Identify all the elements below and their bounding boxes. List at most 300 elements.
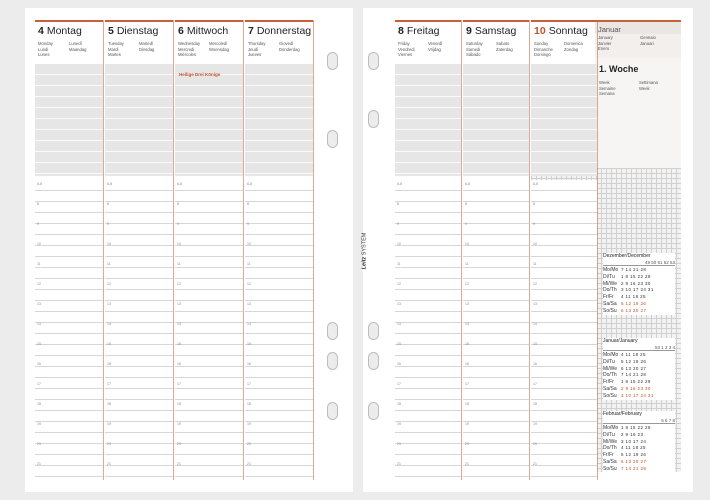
day-trans: Vrijdag bbox=[428, 46, 441, 52]
day-trans-col bbox=[398, 41, 415, 58]
mini-calendar-row bbox=[603, 393, 675, 400]
hour-label: 15 bbox=[397, 342, 401, 346]
day-numbers: 5 12 19 26 bbox=[621, 358, 647, 364]
mini-calendar-row bbox=[603, 372, 675, 379]
hour-lines bbox=[463, 180, 529, 480]
hour-label: 6-8 bbox=[37, 182, 43, 186]
hour-label: 19 bbox=[177, 422, 181, 426]
binder-hole bbox=[327, 130, 338, 148]
month-trans: January bbox=[598, 35, 613, 40]
all-day-area bbox=[175, 64, 243, 176]
day-numbers: 7 14 21 28 bbox=[621, 267, 647, 272]
day-trans: Sabato bbox=[496, 41, 510, 46]
day-name: Dienstag bbox=[116, 25, 159, 37]
day-name: Freitag bbox=[406, 25, 440, 37]
hour-label: 16 bbox=[107, 362, 111, 366]
hour-label: 17 bbox=[465, 382, 469, 386]
all-day-area bbox=[463, 64, 529, 176]
weekday-label: Di/Tu bbox=[603, 431, 615, 438]
day-header bbox=[175, 20, 243, 64]
hour-label: 12 bbox=[37, 282, 41, 286]
day-trans: Dinsdag bbox=[139, 46, 155, 52]
day-numbers: 4 11 18 25 bbox=[621, 294, 646, 300]
day-column-freitag bbox=[395, 20, 461, 480]
month-week-box bbox=[595, 20, 681, 175]
mini-calendar bbox=[603, 338, 675, 400]
all-day-area bbox=[105, 64, 173, 176]
weekday-label: Mi/We bbox=[603, 280, 618, 287]
hour-label: 11 bbox=[397, 262, 401, 266]
day-numbers: 6 13 20 27 bbox=[621, 307, 647, 313]
day-trans: Jeudi bbox=[248, 46, 259, 52]
hour-label: 10 bbox=[37, 242, 41, 246]
hour-label: 9 bbox=[533, 222, 535, 226]
day-trans: Jueves bbox=[248, 52, 262, 57]
binder-hole bbox=[368, 110, 379, 128]
column-divider bbox=[597, 20, 598, 480]
hour-label: 18 bbox=[465, 402, 469, 406]
day-trans: Wednesday bbox=[178, 41, 201, 46]
binder-hole bbox=[327, 322, 338, 340]
mini-calendar-row bbox=[603, 459, 675, 466]
day-column-sonntag bbox=[531, 20, 597, 480]
day-column-dienstag bbox=[105, 20, 173, 480]
hour-lines bbox=[245, 180, 313, 480]
binder-hole bbox=[368, 402, 379, 420]
hour-label: 14 bbox=[533, 322, 537, 326]
week-trans: Semaine bbox=[599, 85, 616, 91]
day-numbers: 6 13 20 27 bbox=[621, 365, 647, 371]
mini-calendar-title: Januar/January bbox=[603, 338, 638, 344]
day-name: Montag bbox=[46, 25, 82, 37]
hour-label: 20 bbox=[177, 442, 181, 446]
hour-label: 19 bbox=[533, 422, 537, 426]
day-header bbox=[105, 20, 173, 64]
hour-label: 11 bbox=[465, 262, 469, 266]
mini-calendar-row bbox=[603, 352, 675, 359]
hour-label: 8 bbox=[397, 202, 399, 206]
hour-label: 17 bbox=[107, 382, 111, 386]
day-numbers: 5 12 19 26 bbox=[621, 452, 647, 458]
hour-label: 6-8 bbox=[177, 182, 183, 186]
hour-label: 15 bbox=[247, 342, 251, 346]
column-divider bbox=[173, 20, 174, 480]
hour-label: 17 bbox=[247, 382, 251, 386]
column-divider bbox=[243, 20, 244, 480]
hour-label: 6-8 bbox=[465, 182, 471, 186]
day-numbers: 1 8 15 22 29 bbox=[621, 273, 651, 279]
hour-label: 10 bbox=[397, 242, 401, 246]
hour-label: 10 bbox=[177, 242, 181, 246]
hour-label: 16 bbox=[177, 362, 181, 366]
day-title bbox=[248, 25, 310, 37]
day-trans: Vendredi bbox=[398, 46, 415, 52]
planner-page-left bbox=[25, 8, 353, 492]
hour-label: 17 bbox=[177, 382, 181, 386]
day-numbers: 5 12 19 26 bbox=[621, 300, 647, 306]
hour-label: 13 bbox=[533, 302, 537, 306]
column-divider bbox=[529, 20, 530, 480]
hour-label: 18 bbox=[177, 402, 181, 406]
mini-calendar-row bbox=[603, 452, 675, 459]
day-numbers: 4 11 18 25 bbox=[621, 445, 646, 451]
day-trans: Zaterdag bbox=[496, 46, 513, 52]
hour-label: 14 bbox=[397, 322, 401, 326]
day-numbers: 6 13 20 27 bbox=[621, 458, 647, 464]
mini-calendar-row bbox=[603, 366, 675, 373]
day-name: Mittwoch bbox=[186, 25, 229, 37]
hour-label: 14 bbox=[465, 322, 469, 326]
hour-label: 15 bbox=[533, 342, 537, 346]
hour-label: 20 bbox=[465, 442, 469, 446]
mini-calendar bbox=[603, 253, 675, 315]
weekday-label: Mo/Mo bbox=[603, 352, 619, 358]
hour-label: 15 bbox=[37, 342, 41, 346]
mini-calendar-row bbox=[603, 386, 675, 393]
hour-label: 18 bbox=[397, 402, 401, 406]
binder-hole bbox=[327, 352, 338, 370]
hour-label: 17 bbox=[397, 382, 401, 386]
hour-label: 9 bbox=[107, 222, 109, 226]
hour-label: 14 bbox=[107, 322, 111, 326]
planner-page-right bbox=[363, 8, 693, 492]
day-trans: Thursday bbox=[248, 41, 266, 46]
all-day-area bbox=[35, 64, 103, 176]
week-trans: Semana bbox=[599, 91, 615, 96]
hour-label: 9 bbox=[247, 222, 249, 226]
holiday-label: Heilige Drei Könige bbox=[179, 72, 221, 77]
hour-label: 13 bbox=[247, 302, 251, 306]
all-day-area bbox=[395, 64, 461, 176]
day-trans-col bbox=[209, 41, 229, 52]
hour-label: 19 bbox=[465, 422, 469, 426]
day-trans: Woensdag bbox=[209, 46, 229, 52]
hour-lines bbox=[105, 180, 173, 480]
hour-label: 12 bbox=[533, 282, 537, 286]
day-trans-col bbox=[139, 41, 154, 52]
day-numbers: 1 8 15 22 29 bbox=[621, 425, 651, 430]
week-trans: Week bbox=[639, 85, 650, 91]
hour-label: 8 bbox=[465, 202, 467, 206]
column-divider bbox=[313, 20, 314, 480]
day-header bbox=[463, 20, 529, 64]
hour-label: 15 bbox=[465, 342, 469, 346]
day-number: 9 bbox=[466, 25, 472, 37]
day-number: 4 bbox=[38, 25, 44, 37]
day-title bbox=[534, 25, 594, 37]
weekday-label: So/Su bbox=[603, 392, 617, 399]
weekday-label: Fr/Fr bbox=[603, 452, 614, 459]
hour-label: 21 bbox=[37, 462, 41, 466]
month-trans: Janvier bbox=[598, 40, 612, 46]
month-translations bbox=[595, 34, 681, 58]
month-trans: Gennaio bbox=[640, 35, 656, 40]
binder-hole bbox=[368, 352, 379, 370]
day-trans: Domenica bbox=[564, 41, 583, 46]
day-trans: Monday bbox=[38, 41, 53, 46]
day-trans-col bbox=[428, 41, 442, 52]
hour-label: 10 bbox=[247, 242, 251, 246]
day-trans-col bbox=[108, 41, 124, 58]
day-trans: Maandag bbox=[69, 46, 87, 52]
day-trans: Lunes bbox=[38, 52, 50, 57]
day-trans-col bbox=[69, 41, 86, 52]
day-trans: Sunday bbox=[534, 41, 549, 46]
brand-logo-text: Leitz bbox=[361, 256, 368, 270]
mini-calendar-row bbox=[603, 466, 675, 473]
weekday-label: Do/Th bbox=[603, 445, 617, 452]
month-trans: Enero bbox=[598, 46, 610, 51]
hour-label: 6-8 bbox=[107, 182, 113, 186]
hour-label: 8 bbox=[37, 202, 39, 206]
day-trans-col bbox=[178, 41, 200, 58]
day-name: Sonntag bbox=[548, 25, 588, 37]
hour-label: 8 bbox=[177, 202, 179, 206]
hour-label: 16 bbox=[247, 362, 251, 366]
hour-lines bbox=[35, 180, 103, 480]
weekday-label: So/Su bbox=[603, 307, 617, 314]
hour-label: 11 bbox=[107, 262, 111, 266]
hour-label: 8 bbox=[247, 202, 249, 206]
week-trans: Settimana bbox=[639, 80, 658, 85]
weekday-label: So/Su bbox=[603, 465, 617, 472]
day-trans: Sábado bbox=[466, 52, 481, 57]
binder-hole bbox=[327, 52, 338, 70]
mini-calendar-row bbox=[603, 308, 675, 315]
mini-calendar-weeks: 5 6 7 8 bbox=[603, 418, 675, 424]
hour-label: 18 bbox=[247, 402, 251, 406]
day-title bbox=[466, 25, 526, 37]
hour-lines bbox=[531, 180, 597, 480]
mini-calendar-weeks: 53 1 2 3 4 bbox=[603, 345, 675, 351]
mini-calendar-row bbox=[603, 445, 675, 452]
hour-label: 19 bbox=[397, 422, 401, 426]
day-trans: Samedi bbox=[466, 46, 481, 52]
day-title bbox=[38, 25, 100, 37]
weekday-label: Sa/Sa bbox=[603, 458, 617, 465]
day-trans-col bbox=[564, 41, 583, 52]
day-column-samstag bbox=[463, 20, 529, 480]
weekday-label: Di/Tu bbox=[603, 273, 615, 280]
hour-label: 21 bbox=[247, 462, 251, 466]
binder-hole bbox=[368, 52, 379, 70]
hour-lines bbox=[395, 180, 461, 480]
hour-label: 20 bbox=[247, 442, 251, 446]
day-numbers: 3 10 17 24 bbox=[621, 438, 647, 444]
mini-calendar-row bbox=[603, 301, 675, 308]
mini-calendar-row bbox=[603, 294, 675, 301]
all-day-area bbox=[245, 64, 313, 176]
all-day-area bbox=[531, 64, 597, 176]
day-name: Samstag bbox=[474, 25, 517, 37]
day-trans: Venerdì bbox=[428, 41, 443, 46]
hour-label: 16 bbox=[37, 362, 41, 366]
day-trans: Donderdag bbox=[279, 46, 300, 52]
hour-label: 20 bbox=[397, 442, 401, 446]
hour-label: 12 bbox=[247, 282, 251, 286]
day-trans-col bbox=[248, 41, 265, 58]
hour-lines bbox=[175, 180, 243, 480]
brand-system-text: SYSTEM bbox=[361, 232, 368, 256]
mini-calendar-row bbox=[603, 439, 675, 446]
day-trans-col bbox=[496, 41, 513, 52]
hour-label: 20 bbox=[37, 442, 41, 446]
hour-label: 18 bbox=[533, 402, 537, 406]
weekday-label: Do/Th bbox=[603, 372, 617, 379]
mini-calendar-row bbox=[603, 287, 675, 294]
month-title: Januar bbox=[595, 20, 681, 34]
mini-calendar-row bbox=[603, 281, 675, 288]
week-box bbox=[595, 58, 681, 175]
day-trans-col bbox=[38, 41, 53, 58]
weekday-label: Di/Tu bbox=[603, 358, 615, 365]
hour-label: 15 bbox=[107, 342, 111, 346]
hour-label: 10 bbox=[107, 242, 111, 246]
week-title: 1. Woche bbox=[599, 64, 639, 74]
hour-label: 13 bbox=[177, 302, 181, 306]
hour-label: 6-8 bbox=[247, 182, 253, 186]
hour-label: 11 bbox=[37, 262, 41, 266]
day-header bbox=[35, 20, 103, 64]
day-title bbox=[108, 25, 170, 37]
hour-label: 9 bbox=[177, 222, 179, 226]
day-column-donnerstag bbox=[245, 20, 313, 480]
day-trans: Lundi bbox=[38, 46, 49, 52]
day-trans: Viernes bbox=[398, 52, 413, 57]
mini-calendar bbox=[603, 411, 675, 473]
weekday-label: Sa/Sa bbox=[603, 385, 617, 392]
weekday-label: Fr/Fr bbox=[603, 294, 614, 301]
hour-label: 16 bbox=[533, 362, 537, 366]
hour-label: 10 bbox=[465, 242, 469, 246]
day-header bbox=[531, 20, 597, 64]
mini-calendar-title: Dezember/December bbox=[603, 253, 651, 259]
hour-label: 20 bbox=[107, 442, 111, 446]
day-trans: Mercoledì bbox=[209, 41, 228, 46]
day-title bbox=[178, 25, 240, 37]
hour-label: 8 bbox=[533, 202, 535, 206]
day-numbers: 7 14 21 28 bbox=[621, 465, 647, 471]
hour-label: 12 bbox=[397, 282, 401, 286]
column-divider bbox=[461, 20, 462, 480]
weekday-label: Mi/We bbox=[603, 438, 618, 445]
day-numbers: 2 9 16 23 bbox=[621, 431, 644, 437]
hour-label: 17 bbox=[533, 382, 537, 386]
day-trans-col bbox=[279, 41, 300, 52]
hour-label: 18 bbox=[107, 402, 111, 406]
weekday-label: Sa/Sa bbox=[603, 300, 617, 307]
binder-hole bbox=[327, 402, 338, 420]
hour-label: 21 bbox=[177, 462, 181, 466]
hour-label: 16 bbox=[465, 362, 469, 366]
mini-calendar-row bbox=[603, 274, 675, 281]
hour-label: 13 bbox=[107, 302, 111, 306]
day-trans: Martes bbox=[108, 52, 121, 57]
day-trans: Martedì bbox=[139, 41, 154, 46]
day-numbers: 2 9 16 23 30 bbox=[621, 280, 651, 286]
hour-label: 11 bbox=[533, 262, 537, 266]
hour-label: 16 bbox=[397, 362, 401, 366]
day-trans: Mardi bbox=[108, 46, 119, 52]
hour-label: 13 bbox=[397, 302, 401, 306]
hour-label: 12 bbox=[465, 282, 469, 286]
month-trans: Januari bbox=[640, 40, 654, 46]
hour-label: 6-8 bbox=[397, 182, 403, 186]
mini-calendar-row bbox=[603, 267, 675, 274]
hour-label: 21 bbox=[465, 462, 469, 466]
day-number: 7 bbox=[248, 25, 254, 37]
hour-label: 12 bbox=[107, 282, 111, 286]
mini-calendar-title: Februar/February bbox=[603, 411, 642, 417]
hour-label: 17 bbox=[37, 382, 41, 386]
day-numbers: 3 10 17 24 31 bbox=[621, 392, 654, 398]
day-trans: Lunedì bbox=[69, 41, 82, 46]
weekday-label: Mo/Mo bbox=[603, 267, 619, 273]
day-trans: Tuesday bbox=[108, 41, 124, 46]
binder-hole bbox=[368, 322, 379, 340]
hour-label: 19 bbox=[107, 422, 111, 426]
day-trans: Giovedì bbox=[279, 41, 294, 46]
hour-label: 14 bbox=[37, 322, 41, 326]
day-trans: Miércoles bbox=[178, 52, 196, 57]
weekday-label: Fr/Fr bbox=[603, 379, 614, 386]
hour-label: 11 bbox=[177, 262, 181, 266]
day-numbers: 1 8 15 22 29 bbox=[621, 379, 651, 385]
hour-label: 9 bbox=[397, 222, 399, 226]
day-column-montag bbox=[35, 20, 103, 480]
mini-calendar-row bbox=[603, 359, 675, 366]
hour-label: 8 bbox=[107, 202, 109, 206]
mini-calendar-row bbox=[603, 425, 675, 432]
day-numbers: 2 9 16 23 30 bbox=[621, 385, 651, 391]
day-title bbox=[398, 25, 458, 37]
day-numbers: 7 14 21 28 bbox=[621, 372, 647, 378]
mini-calendar-row bbox=[603, 432, 675, 439]
week-trans: Week bbox=[599, 80, 610, 85]
hour-label: 19 bbox=[247, 422, 251, 426]
day-trans: Friday bbox=[398, 41, 410, 46]
hour-label: 13 bbox=[465, 302, 469, 306]
day-number: 5 bbox=[108, 25, 114, 37]
weekday-label: Do/Th bbox=[603, 287, 617, 294]
day-header bbox=[245, 20, 313, 64]
column-divider bbox=[103, 20, 104, 480]
day-column-mittwoch bbox=[175, 20, 243, 480]
hour-label: 12 bbox=[177, 282, 181, 286]
hour-label: 21 bbox=[107, 462, 111, 466]
day-trans: Domingo bbox=[534, 52, 551, 57]
day-number: 10 bbox=[534, 25, 546, 37]
day-name: Donnerstag bbox=[256, 25, 312, 37]
day-trans: Mercredi bbox=[178, 46, 195, 52]
mini-calendar-row bbox=[603, 379, 675, 386]
day-trans: Zondag bbox=[564, 46, 579, 52]
hour-label: 20 bbox=[533, 442, 537, 446]
hour-label: 14 bbox=[247, 322, 251, 326]
hour-label: 21 bbox=[533, 462, 537, 466]
hour-label: 19 bbox=[37, 422, 41, 426]
hour-label: 15 bbox=[177, 342, 181, 346]
hour-label: 6-8 bbox=[533, 182, 539, 186]
mini-calendar-weeks: 49 50 51 52 53 bbox=[603, 260, 675, 266]
day-number: 8 bbox=[398, 25, 404, 37]
hour-label: 13 bbox=[37, 302, 41, 306]
day-trans: Saturday bbox=[466, 41, 483, 46]
day-number: 6 bbox=[178, 25, 184, 37]
day-trans-col bbox=[466, 41, 483, 58]
hour-label: 9 bbox=[37, 222, 39, 226]
hour-label: 9 bbox=[465, 222, 467, 226]
